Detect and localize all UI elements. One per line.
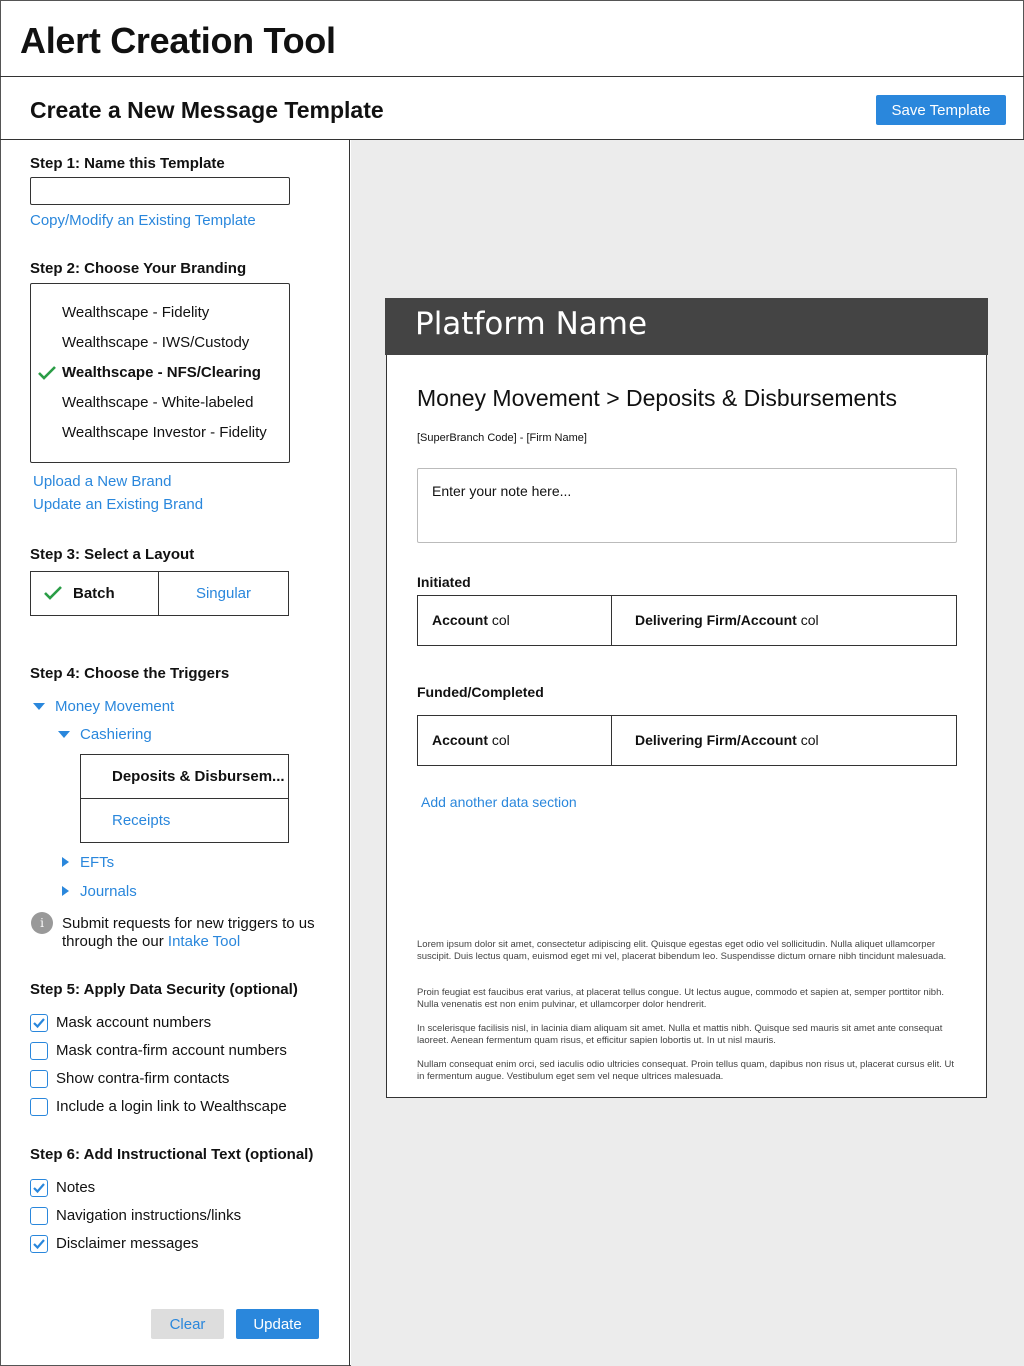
check-icon [43, 585, 63, 601]
column-suffix: col [796, 732, 819, 748]
checkbox-label: Disclaimer messages [56, 1235, 199, 1252]
column-suffix: col [488, 612, 510, 628]
section-label-funded: Funded/Completed [417, 684, 544, 700]
expand-down-icon[interactable] [58, 731, 70, 738]
disclaimer-paragraph: Proin feugiat est faucibus erat varius, at placerat tellus congue. Ut lectus augue, commodo et sapien at, semper porttitor nibh. Nulla venenatis est non enim pulvinar, et ullamcorper dolor hendrerit. [417, 987, 945, 1010]
brand-option-nfs-clearing[interactable]: Wealthscape - NFS/Clearing [62, 364, 261, 381]
checkbox-label: Mask contra-firm account numbers [56, 1042, 287, 1059]
checkbox-label: Mask account numbers [56, 1014, 212, 1031]
app-header [0, 0, 1024, 77]
step4-title: Step 4: Choose the Triggers [30, 665, 230, 682]
column-name: Account [432, 612, 488, 628]
trigger-list [80, 754, 289, 843]
message-preview [386, 298, 987, 1098]
preview-banner [385, 298, 988, 355]
update-button[interactable]: Update [236, 1309, 319, 1339]
checkbox-label: Notes [56, 1179, 96, 1196]
info-icon: i [31, 912, 53, 934]
checkbox-checked[interactable] [30, 1014, 48, 1032]
save-template-button[interactable]: Save Template [876, 95, 1006, 125]
data-section-funded[interactable] [417, 715, 957, 766]
expand-right-icon[interactable] [62, 857, 69, 867]
platform-name: Platform Name [415, 306, 648, 342]
note-input[interactable]: Enter your note here... [417, 468, 957, 543]
intake-tool-link[interactable]: Intake Tool [167, 933, 241, 950]
clear-button[interactable]: Clear [151, 1309, 224, 1339]
section-label-initiated: Initiated [417, 574, 471, 590]
checkbox-label: Include a login link to Wealthscape [56, 1098, 287, 1115]
settings-panel [0, 140, 350, 1366]
brand-option-investor-fidelity[interactable]: Wealthscape Investor - Fidelity [62, 424, 267, 441]
trigger-cashiering[interactable]: Cashiering [80, 726, 152, 743]
checkbox-checked[interactable] [30, 1179, 48, 1197]
data-section-initiated[interactable] [417, 595, 957, 646]
check-icon [37, 365, 57, 381]
delivering-firm-column [612, 716, 956, 765]
trigger-efts[interactable]: EFTs [80, 854, 115, 871]
column-name: Account [432, 732, 488, 748]
checkbox-label: Show contra-firm contacts [56, 1070, 230, 1087]
add-data-section-link[interactable]: Add another data section [421, 794, 577, 810]
checkbox-label: Navigation instructions/links [56, 1207, 242, 1224]
checkbox-checked[interactable] [30, 1235, 48, 1253]
update-brand-link[interactable]: Update an Existing Brand [33, 496, 204, 513]
account-column [418, 596, 612, 645]
delivering-firm-column [612, 596, 956, 645]
checkbox-unchecked[interactable] [30, 1207, 48, 1225]
disclaimer-paragraph: Lorem ipsum dolor sit amet, consectetur adipiscing elit. Quisque egestas eget odio vel sollicitudin. Nulla aliquet ullamcorper suscipit. Duis lectus quam, euismod eget mi vel, placerat bibendum leo. Suspendisse dictum ornare nibh tincidunt malesuada. [417, 939, 947, 962]
disclaimer-paragraph: In scelerisque facilisis nisl, in lacinia diam aliquam sit amet. Nulla et mattis nibh. Quisque sed mauris sit amet ante consequat laoreet. Aenean fermentum quam risus, et efficitur sapien lobortis ut. In ut nisl mauris. [417, 1023, 943, 1046]
page-title: Create a New Message Template [30, 97, 384, 123]
disclaimer-paragraph: Nullam consequat enim orci, sed iaculis odio ultricies consequat. Proin tellus quam, dapibus non risus ut, placerat cursus elit. Ut in fermentum augue. Vestibulum eget sem vel neque ultrices malesuada. [417, 1059, 955, 1082]
step1-title: Step 1: Name this Template [30, 155, 225, 172]
layout-singular-option[interactable]: Singular [195, 585, 252, 602]
preview-panel [351, 140, 1024, 1366]
column-name: Delivering Firm/Account [635, 612, 797, 628]
checkmark-icon [32, 1016, 46, 1030]
layout-batch-label: Batch [73, 585, 115, 602]
page-header [0, 77, 1024, 140]
brand-option-fidelity[interactable]: Wealthscape - Fidelity [62, 304, 210, 321]
checkbox-unchecked[interactable] [30, 1070, 48, 1088]
step2-title: Step 2: Choose Your Branding [30, 260, 247, 277]
step3-title: Step 3: Select a Layout [30, 546, 195, 563]
branding-list [30, 283, 290, 463]
layout-batch-option[interactable] [31, 572, 159, 615]
trigger-deposits-disbursements[interactable]: Deposits & Disbursem... [81, 755, 288, 799]
trigger-journals[interactable]: Journals [80, 883, 137, 900]
upload-brand-link[interactable]: Upload a New Brand [33, 473, 172, 490]
account-column [418, 716, 612, 765]
expand-right-icon[interactable] [62, 886, 69, 896]
trigger-request-text: Submit requests for new triggers to us through the our [62, 915, 315, 950]
copy-template-link[interactable]: Copy/Modify an Existing Template [30, 212, 256, 229]
checkbox-unchecked[interactable] [30, 1098, 48, 1116]
checkmark-icon [32, 1237, 46, 1251]
brand-option-iws-custody[interactable]: Wealthscape - IWS/Custody [62, 334, 250, 351]
column-suffix: col [488, 732, 510, 748]
step5-title: Step 5: Apply Data Security (optional) [30, 981, 298, 998]
trigger-money-movement[interactable]: Money Movement [55, 698, 175, 715]
column-suffix: col [796, 612, 819, 628]
firm-line: [SuperBranch Code] - [Firm Name] [417, 432, 587, 444]
expand-down-icon[interactable] [33, 703, 45, 710]
checkbox-unchecked[interactable] [30, 1042, 48, 1060]
brand-option-white-labeled[interactable]: Wealthscape - White-labeled [62, 394, 254, 411]
app-title: Alert Creation Tool [20, 20, 336, 61]
step6-title: Step 6: Add Instructional Text (optional) [30, 1146, 314, 1163]
checkmark-icon [32, 1181, 46, 1195]
trigger-request-note [62, 915, 322, 951]
preview-title: Money Movement > Deposits & Disbursements [417, 385, 898, 411]
layout-selector [30, 571, 289, 616]
template-name-input[interactable] [30, 177, 290, 205]
column-name: Delivering Firm/Account [635, 732, 797, 748]
trigger-receipts[interactable]: Receipts [112, 812, 171, 829]
